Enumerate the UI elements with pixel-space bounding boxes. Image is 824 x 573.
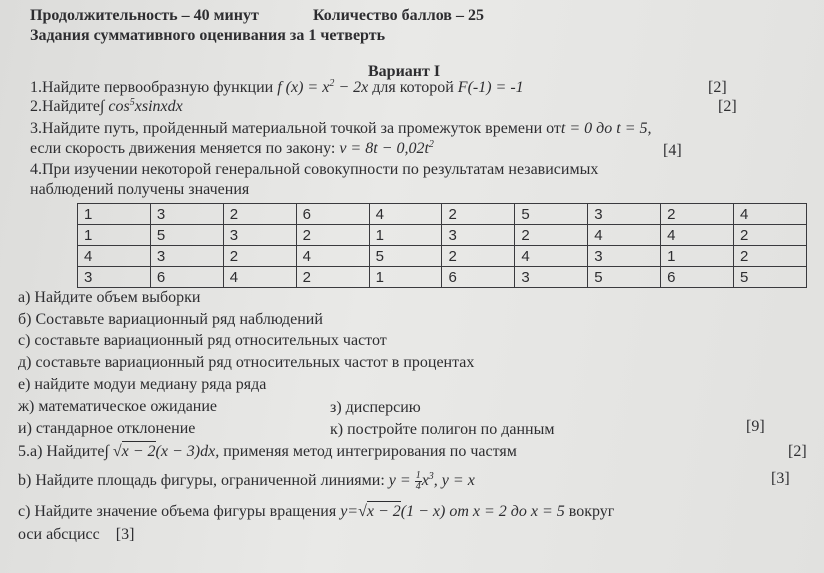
table-cell: 3 [588, 246, 661, 267]
task-4-item-a: а) Найдите объем выборки [18, 289, 201, 306]
task-5c-expr: y=√x − 2(1 − x) от x = 2 до x = 5 [340, 503, 565, 520]
task-2-score: [2] [718, 98, 737, 115]
table-cell: 4 [369, 204, 442, 225]
table-cell: 4 [296, 246, 369, 267]
table-cell: 2 [661, 204, 734, 225]
table-cell: 4 [734, 204, 807, 225]
task-3-line1 [30, 120, 652, 138]
task-1-condition: F(-1) = -1 [457, 79, 524, 96]
task-5a-prefix: 5.а) Найдите [18, 443, 105, 460]
table-cell: 6 [661, 267, 734, 288]
table-cell: 2 [734, 225, 807, 246]
task-3-score: [4] [663, 142, 682, 159]
table-cell: 4 [223, 267, 296, 288]
task-1-suffix: для которой [372, 79, 454, 96]
table-cell: 2 [734, 246, 807, 267]
variant-title: Вариант I [368, 63, 441, 80]
table-cell: 4 [78, 246, 151, 267]
task-3-prefix: 3.Найдите путь, пройденный материальной точкой за промежуток времени от [30, 120, 561, 137]
task-1-expr: f $(x) = x^2 - 2x$ [277, 78, 369, 96]
task-4-line1: 4.При изучении некоторой генеральной совокупности по результатам независимых [30, 161, 599, 178]
table-cell: 2 [442, 204, 515, 225]
task-1-score: [2] [708, 79, 727, 96]
task-5c-score: [3] [115, 526, 135, 543]
task-2-prefix: 2.Найдите [30, 98, 101, 115]
table-cell: 3 [150, 204, 223, 225]
table-cell: 1 [78, 225, 151, 246]
table-cell: 3 [223, 225, 296, 246]
table-cell: 2 [296, 267, 369, 288]
task-4-item-e: е) найдите модуи медиану ряда ряда [18, 376, 267, 393]
table-cell: 5 [515, 204, 588, 225]
task-5a-score: [2] [788, 443, 807, 460]
task-4-item-c: с) составьте вариационный ряд относительных частот [18, 332, 387, 349]
table-cell: 4 [588, 225, 661, 246]
task-4-item-b: б) Составьте вариационный ряд наблюдений [18, 311, 323, 328]
task-4-item-k: к) постройте полигон по данным [330, 421, 555, 438]
table-cell: 6 [150, 267, 223, 288]
table-cell: 5 [588, 267, 661, 288]
table-cell: 3 [78, 267, 151, 288]
table-row [78, 267, 807, 288]
table-row [78, 204, 807, 225]
task-3-interval: t = 0 до t = 5, [560, 120, 652, 137]
table-cell: 3 [150, 246, 223, 267]
task-5a-suffix: применяя метод интегрирования по частям [223, 443, 517, 460]
task-4-item-z: з) дисперсию [330, 399, 421, 416]
table-cell: 2 [442, 246, 515, 267]
table-cell: 2 [223, 246, 296, 267]
task-5c-suffix: вокруг [568, 503, 615, 520]
task-5c-axis-text: оси абсцисс [18, 526, 100, 543]
task-5b-score: [3] [771, 470, 790, 487]
task-4-line2: наблюдений получены значения [30, 181, 250, 198]
task-2 [30, 98, 183, 116]
task-1 [30, 79, 524, 97]
task-4-score: [9] [746, 418, 765, 435]
table-cell: 5 [150, 225, 223, 246]
task-5c-line2 [18, 526, 134, 544]
task-5c-prefix: c) Найдите значение объема фигуры вращения [18, 503, 337, 520]
task-5b-expr: y = $\frac{1}{4}$ $x^3$, y = x [388, 470, 475, 492]
task-4-item-i: и) стандарное отклонение [18, 420, 196, 437]
task-1-prefix: 1.Найдите первообразную функции [30, 79, 274, 96]
task-3-law-expr: $v = 8t - 0,02t^2$ [339, 139, 434, 157]
table-cell: 5 [369, 246, 442, 267]
task-3-law-text: если скорость движения меняется по закону: [30, 140, 336, 157]
worksheet-title: Задания суммативного оценивания за 1 четверть [30, 27, 386, 44]
duration-text: Продолжительность – 40 минут [30, 7, 259, 24]
task-3-line2 [30, 140, 434, 158]
table-cell: 6 [442, 267, 515, 288]
task-4-item-d: д) составьте вариационный ряд относительных частот в процентах [18, 354, 475, 371]
table-cell: 1 [369, 225, 442, 246]
table-cell: 3 [442, 225, 515, 246]
table-cell: 2 [515, 225, 588, 246]
task-5a-expr: ∫ √x − 2(x − 3)dx, [104, 443, 220, 460]
table-cell: 5 [734, 267, 807, 288]
table-cell: 3 [588, 204, 661, 225]
task-4-item-zh: ж) математическое ожидание [18, 398, 218, 415]
table-cell: 1 [369, 267, 442, 288]
task-5c-line1 [18, 503, 614, 521]
table-cell: 1 [661, 246, 734, 267]
points-text: Количество баллов – 25 [313, 7, 484, 24]
table-row [78, 246, 807, 267]
table-cell: 4 [661, 225, 734, 246]
table-cell: 3 [515, 267, 588, 288]
table-cell: 6 [296, 204, 369, 225]
table-row [78, 225, 807, 246]
task-5a [18, 443, 517, 461]
observations-table [77, 203, 807, 288]
task-2-expr: ∫ $\cos^5xsinxdx$ [100, 97, 183, 115]
table-cell: 4 [515, 246, 588, 267]
table-cell: 1 [78, 204, 151, 225]
task-5b-prefix: b) Найдите площадь фигуры, ограниченной линиями: [18, 472, 385, 490]
task-5b [18, 471, 475, 492]
table-cell: 2 [223, 204, 296, 225]
table-cell: 2 [296, 225, 369, 246]
